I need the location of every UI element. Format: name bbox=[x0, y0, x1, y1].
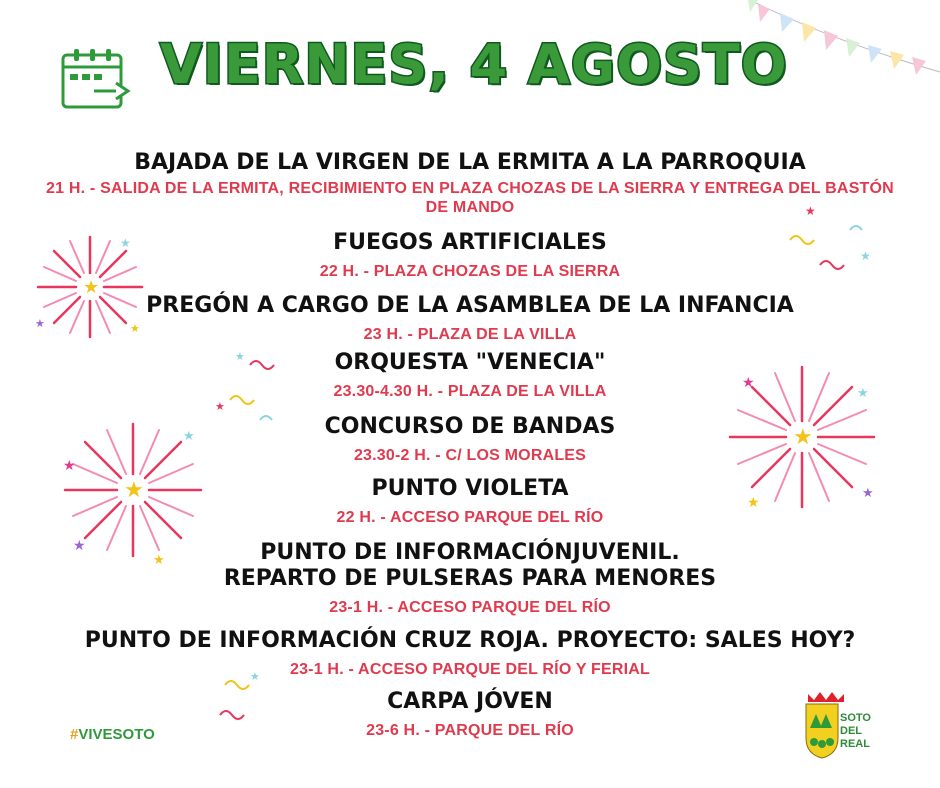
svg-text:★: ★ bbox=[183, 429, 195, 444]
event-item bbox=[40, 540, 900, 617]
event-detail: 23 H. - PLAZA DE LA VILLA bbox=[363, 326, 577, 343]
logo-line: DEL bbox=[840, 725, 862, 737]
page-title: VIERNES, 4 AGOSTO bbox=[160, 33, 788, 96]
svg-text:★: ★ bbox=[793, 425, 813, 450]
event-detail: 23-1 H. - ACCESO PARQUE DEL RÍO bbox=[329, 599, 611, 616]
event-title: PUNTO DE INFORMACIÓN CRUZ ROJA. PROYECTO: SALES HOY? bbox=[84, 628, 856, 653]
svg-text:★: ★ bbox=[235, 350, 245, 363]
logo-line: SOTO bbox=[840, 712, 871, 724]
event-title: PUNTO VIOLETA bbox=[371, 476, 569, 501]
svg-text:★: ★ bbox=[215, 400, 225, 413]
event-title: PUNTO DE INFORMACIÓNJUVENIL. REPARTO DE PULSERAS PARA MENORES bbox=[223, 540, 717, 591]
hashtag-symbol: # bbox=[70, 726, 79, 743]
svg-text:★: ★ bbox=[862, 486, 874, 501]
svg-text:★: ★ bbox=[153, 553, 165, 568]
event-detail: 22 H. - PLAZA CHOZAS DE LA SIERRA bbox=[319, 263, 621, 280]
svg-text:★: ★ bbox=[747, 495, 760, 511]
event-detail: 23-1 H. - ACCESO PARQUE DEL RÍO Y FERIAL bbox=[289, 661, 651, 678]
event-item bbox=[40, 476, 900, 527]
calendar-arrow-icon bbox=[60, 47, 134, 111]
event-detail: 23.30-4.30 H. - PLAZA DE LA VILLA bbox=[333, 383, 607, 400]
event-item bbox=[40, 150, 900, 217]
event-item bbox=[40, 689, 900, 740]
svg-text:★: ★ bbox=[857, 386, 869, 401]
svg-text:★: ★ bbox=[83, 277, 100, 298]
event-title: ORQUESTA "VENECIA" bbox=[334, 350, 606, 375]
event-title: PREGÓN A CARGO DE LA ASAMBLEA DE LA INFANCIA bbox=[146, 293, 794, 318]
event-item bbox=[40, 628, 900, 679]
svg-text:★: ★ bbox=[120, 236, 131, 250]
event-item bbox=[40, 350, 900, 401]
hashtag-text: VIVESOTO bbox=[78, 726, 155, 743]
event-item bbox=[40, 230, 900, 281]
svg-text:★: ★ bbox=[860, 249, 871, 263]
event-detail: 21 H. - SALIDA DE LA ERMITA, RECIBIMIENTO EN PLAZA CHOZAS DE LA SIERRA Y ENTREGA DEL BASTÓN DE MANDO bbox=[46, 180, 894, 216]
event-detail: 23.30-2 H. - C/ LOS MORALES bbox=[353, 447, 587, 464]
event-detail: 22 H. - ACCESO PARQUE DEL RÍO bbox=[336, 509, 604, 526]
svg-text:★: ★ bbox=[63, 458, 76, 474]
event-detail: 23-6 H. - PARQUE DEL RÍO bbox=[366, 722, 574, 739]
event-item bbox=[40, 293, 900, 344]
event-title: BAJADA DE LA VIRGEN DE LA ERMITA A LA PARROQUIA bbox=[134, 150, 806, 175]
svg-text:★: ★ bbox=[35, 317, 45, 330]
event-title: CONCURSO DE BANDAS bbox=[324, 414, 616, 439]
svg-text:★: ★ bbox=[124, 478, 144, 503]
svg-text:★: ★ bbox=[250, 670, 260, 683]
logo-text bbox=[840, 712, 871, 751]
svg-text:★: ★ bbox=[742, 375, 755, 391]
event-item bbox=[40, 414, 900, 465]
event-title: CARPA JÓVEN bbox=[387, 689, 553, 714]
event-title: FUEGOS ARTIFICIALES bbox=[333, 230, 607, 255]
svg-text:★: ★ bbox=[73, 538, 86, 554]
hashtag bbox=[70, 726, 155, 743]
logo-line: REAL bbox=[840, 738, 870, 750]
svg-text:★: ★ bbox=[130, 322, 140, 335]
svg-text:★: ★ bbox=[805, 204, 816, 218]
